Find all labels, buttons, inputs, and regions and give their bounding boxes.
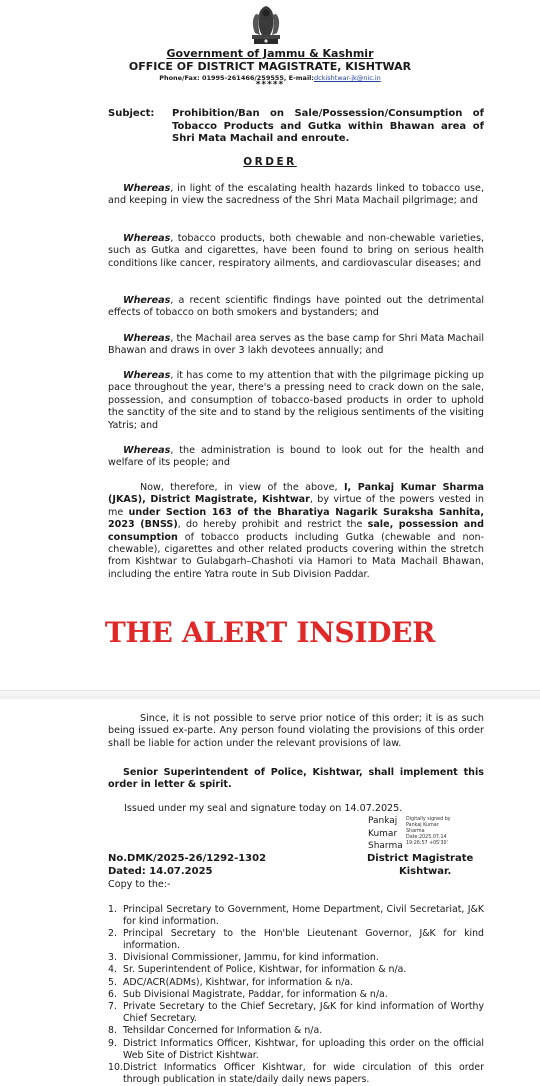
list-item [108,977,484,989]
state-emblem-icon [246,2,286,46]
signature-name [368,815,403,853]
list-text: ADC/ACR(ADMs), Kishtwar, for information & n/a. [123,976,354,988]
list-item [108,904,484,928]
whereas-lead: Whereas [123,183,171,194]
list-item [108,989,484,1001]
list-number: 7. [108,1001,117,1013]
list-text: Divisional Commissioner, Jammu, for kind information. [123,952,379,964]
digital-signature-line: Digitally signed by [406,817,451,822]
whereas-lead: Whereas [123,295,171,306]
list-text: District Informatics Officer, Kishtwar, for uploading this order on the official Web Site of District Kishtwar. [123,1037,484,1061]
list-item [108,1062,484,1086]
whereas-paragraph [108,333,484,358]
signature-name-line: Sharma [368,841,403,851]
whereas-paragraph [108,370,484,432]
list-text: Private Secretary to the Chief Secretary, J&K for kind information of Worthy Chief Secretary. [123,1001,484,1025]
list-number: 2. [108,928,117,940]
list-number: 4. [108,964,117,976]
prohibited-acts: sale, possession and consumption [108,519,484,543]
watermark-text: THE ALERT INSIDER [104,616,436,649]
digital-signature-stamp [406,817,451,847]
whereas-lead: Whereas [123,445,171,456]
subject-label: Subject: [108,108,155,119]
operative-text: , by virtue of the powers vested in me [108,494,484,518]
list-text: Tehsildar Concerned for Information & n/a. [123,1025,323,1037]
whereas-text: , it has come to my attention that with the pilgrimage picking up pace throughout the year, there's a pressing need to crack down on the sale, possession, and consumption of tobacco-based products in order to uphold the sanctity of the site and to stand by the religious sentiments of the visiting Yatris; and [108,370,484,431]
stars-divider: ***** [255,80,285,90]
list-item [108,1025,484,1037]
list-number: 8. [108,1025,117,1037]
list-text: Principal Secretary to the Hon'ble Lieutenant Governor, J&K for kind information. [123,928,484,951]
copy-to-label: Copy to the:- [108,879,171,890]
whereas-text: , the administration is bound to look out for the health and welfare of its people; and [108,445,484,469]
list-number: 5. [108,976,117,988]
reference-date: Dated: 14.07.2025 [108,866,213,877]
list-item [108,952,484,964]
implementation-paragraph: Senior Superintendent of Police, Kishtwar, shall implement this order in letter & spirit. [108,767,484,791]
authority-name: I, Pankaj Kumar Sharma (JKAS), District Magistrate, Kishtwar [108,482,484,506]
contact-email-link[interactable]: dckishtwar-jk@nic.in [314,74,381,82]
whereas-lead: Whereas [123,233,171,244]
signatory-place: Kishtwar. [399,866,452,877]
whereas-lead: Whereas [123,333,171,344]
operative-text: Now, therefore, in view of the above, [140,482,344,493]
list-number: 9. [108,1037,117,1049]
whereas-text: , a recent scientific findings have pointed out the detrimental effects of tobacco on both smokers and bystanders; and [108,295,484,319]
whereas-text: , in light of the escalating health hazards linked to tobacco use, and keeping in view the sacredness of the Shri Mata Machail pilgrimage; and [108,183,484,207]
digital-signature-line: 19:26:57 +05'30' [406,841,448,846]
whereas-paragraph [108,445,484,470]
operative-text: , do hereby prohibit and restrict the [177,519,368,531]
issued-line: Issued under my seal and signature today on 14.07.2025. [124,803,403,814]
list-text: Sr. Superintendent of Police, Kishtwar, for information & n/a. [123,964,407,976]
whereas-text: , the Machail area serves as the base camp for Shri Mata Machail Bhawan and draws in over 3 lakh devotees annually; and [108,333,484,357]
signature-name-line: Kumar [368,828,398,839]
office-heading: OFFICE OF DISTRICT MAGISTRATE, KISHTWAR [128,60,412,73]
list-number: 6. [108,989,117,1001]
order-title: ORDER [243,156,297,168]
whereas-text: , tobacco products, both chewable and non-chewable varieties, such as Gutka and cigarettes, have been found to bring on serious health conditions like cancer, respiratory ailments, and cardiovascular diseases; and [108,233,484,269]
page-separator [0,690,540,699]
signatory-designation: District Magistrate [367,853,474,864]
operative-paragraph [108,482,484,581]
list-item [108,1038,484,1062]
list-number: 3. [108,952,117,964]
whereas-paragraph [108,183,484,208]
operative-text: of tobacco products including Gutka (chewable and non-chewable), cigarettes and other related products covering within the stretch from Kishtwar to Gulabgarh–Chashoti via Hamori to Mata Machail Bhawan, including the entire Yatra route in Sub Division Paddar. [108,531,484,580]
list-text: District Informatics Officer Kishtwar, for wide circulation of this order through publication in state/daily daily news papers. [123,1061,484,1085]
reference-number: No.DMK/2025-26/1292-1302 [108,853,267,864]
list-text: Sub Divisional Magistrate, Paddar, for information & n/a. [123,989,388,1001]
subject-text: Prohibition/Ban on Sale/Possession/Consumption of Tobacco Products and Gutka within Bhawan area of Shri Mata Machail and enroute. [172,108,484,144]
digital-signature-line: Date:2025.07.14 [406,835,447,840]
ex-parte-paragraph: Since, it is not possible to serve prior notice of this order; it is as such being issued ex-parte. Any person found violating the provisions of this order shall be liable for action under the relevant provisions of law. [108,713,484,749]
list-text: Principal Secretary to Government, Home Department, Civil Secretariat, J&K for kind information. [123,904,484,927]
list-item [108,1001,484,1025]
whereas-paragraph [108,233,484,270]
whereas-lead: Whereas [123,370,171,381]
list-item [108,964,484,976]
digital-signature-line: Sharma [406,829,425,834]
copy-recipients-list [108,904,484,1086]
digital-signature-line: Pankaj Kumar [406,823,439,828]
list-number: 10. [108,1061,123,1073]
contact-prefix: Phone/Fax: 01995-261466/259555, E-mail: [159,74,314,82]
legal-section: under Section 163 of the Bharatiya Nagarik Suraksha Sanhita, 2023 (BNSS) [108,506,484,531]
list-number: 1. [108,904,117,915]
government-heading: Government of Jammu & Kashmir [166,47,374,60]
list-item [108,928,484,952]
signature-name-line: Pankaj [368,816,398,826]
whereas-paragraph [108,295,484,320]
